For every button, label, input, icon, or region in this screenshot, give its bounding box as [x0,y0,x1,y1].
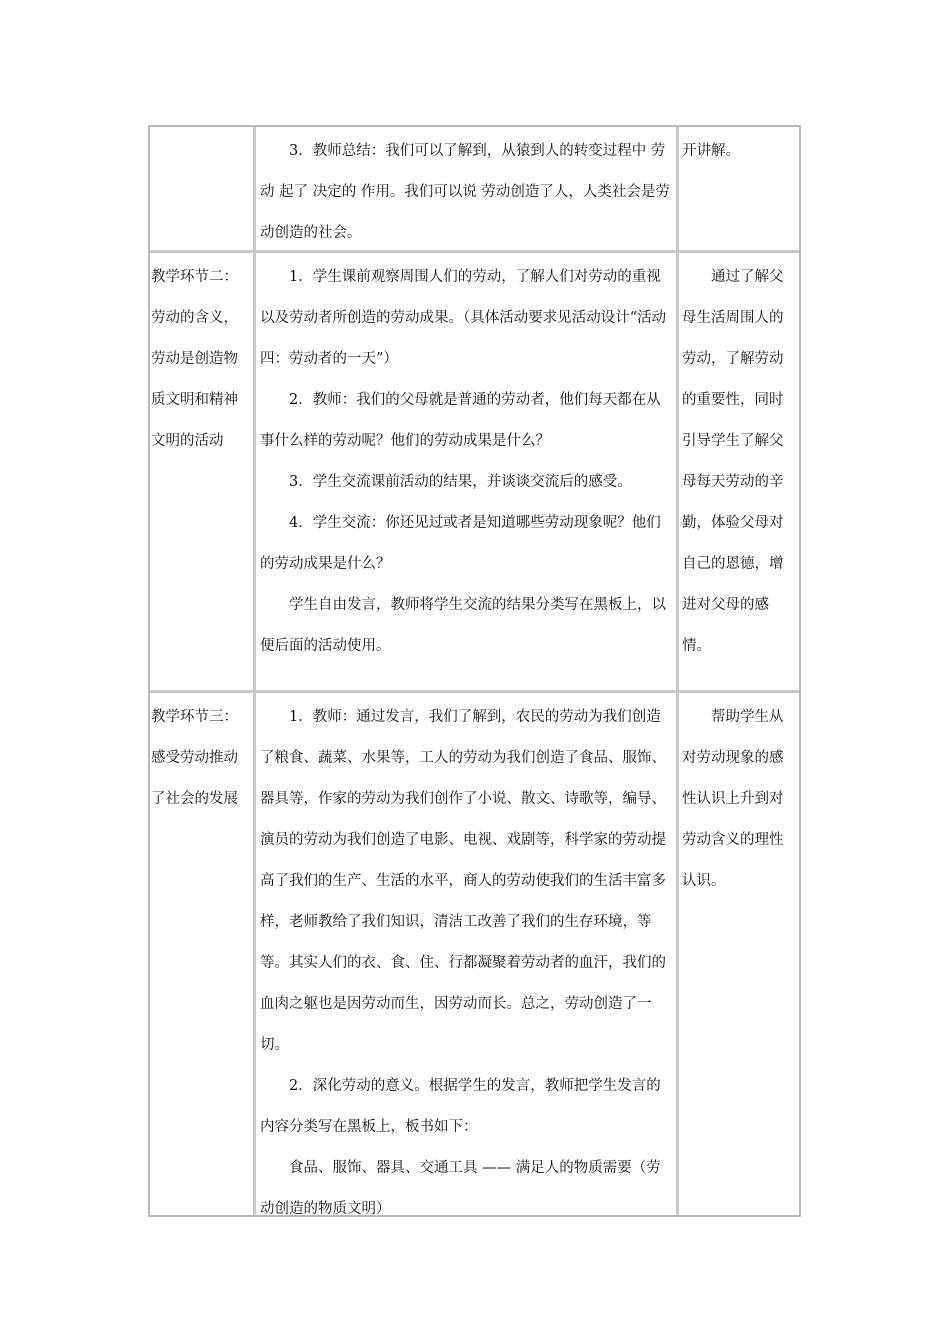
intent-text: 帮助学生从对劳动现象的感性认识上升到对劳动含义的理性认识。 [682,709,784,889]
section-text: 教学环节二：劳动的含义，劳动是创造物质文明和精神文明的活动 [151,269,238,449]
table-row [150,693,799,1215]
content-paragraph: 2．深化劳动的意义。根据学生的发言，教师把学生发言的内容分类写在黑板上，板书如下： [260,1078,661,1135]
content-paragraph: 2．教师：我们的父母就是普通的劳动者，他们每天都在从事什么样的劳动呢？他们的劳动成果是什么？ [260,392,661,449]
content-paragraph: 3．学生交流课前活动的结果，并谈谈交流后的感受。 [289,474,632,490]
content-paragraph: 1．学生课前观察周围人们的劳动，了解人们对劳动的重视以及劳动者所创造的劳动成果。（具体活动要求见活动设计“活动四：劳动者的一天”） [260,269,667,367]
content-cell [256,253,679,690]
content-paragraph: 4．学生交流：你还见过或者是知道哪些劳动现象呢？他们的劳动成果是什么？ [260,515,661,572]
section-cell [150,127,256,250]
table-row [150,253,799,693]
content-paragraph: 3．教师总结：我们可以了解到，从猿到人的转变过程中 劳动 起了 决定的 作用。我们可以说 劳动创造了人，人类社会是劳动创造的社会。 [260,143,670,241]
intent-cell [679,127,799,250]
table-row [150,127,799,253]
content-cell [256,693,679,1215]
content-paragraph: 学生自由发言，教师将学生交流的结果分类写在黑板上，以便后面的活动使用。 [260,597,666,654]
intent-text: 通过了解父母生活周围人的劳动，了解劳动的重要性，同时引导学生了解父母每天劳动的辛勤，体验父母对自己的恩德，增进对父母的感情。 [682,269,784,654]
section-text: 教学环节三：感受劳动推动了社会的发展 [151,709,238,807]
intent-cell [679,253,799,690]
content-paragraph: 1．教师：通过发言，我们了解到，农民的劳动为我们创造了粮食、蔬菜、水果等，工人的劳动为我们创造了食品、服饰、器具等，作家的劳动为我们创作了小说、散文、诗歌等，编导、演员的劳动为我们创造了电影、电视、戏剧等，科学家的劳动提高了我们的生产、生活的水平，商人的劳动使我们的生活丰富多样，老师教给了我们知识，清洁工改善了我们的生存环境，等等。其实人们的衣、食、住、行都凝聚着劳动者的血汗，我们的血肉之躯也是因劳动而生，因劳动而长。总之，劳动创造了一切。 [260,709,666,1053]
section-cell [150,693,256,1215]
intent-cell [679,693,799,1215]
content-paragraph: 食品、服饰、器具、交通工具 —— 满足人的物质需要（劳动创造的物质文明） [260,1160,661,1215]
section-cell [150,253,256,690]
lesson-plan-table [148,125,801,1217]
intent-text: 开讲解。 [682,143,740,159]
content-cell [256,127,679,250]
